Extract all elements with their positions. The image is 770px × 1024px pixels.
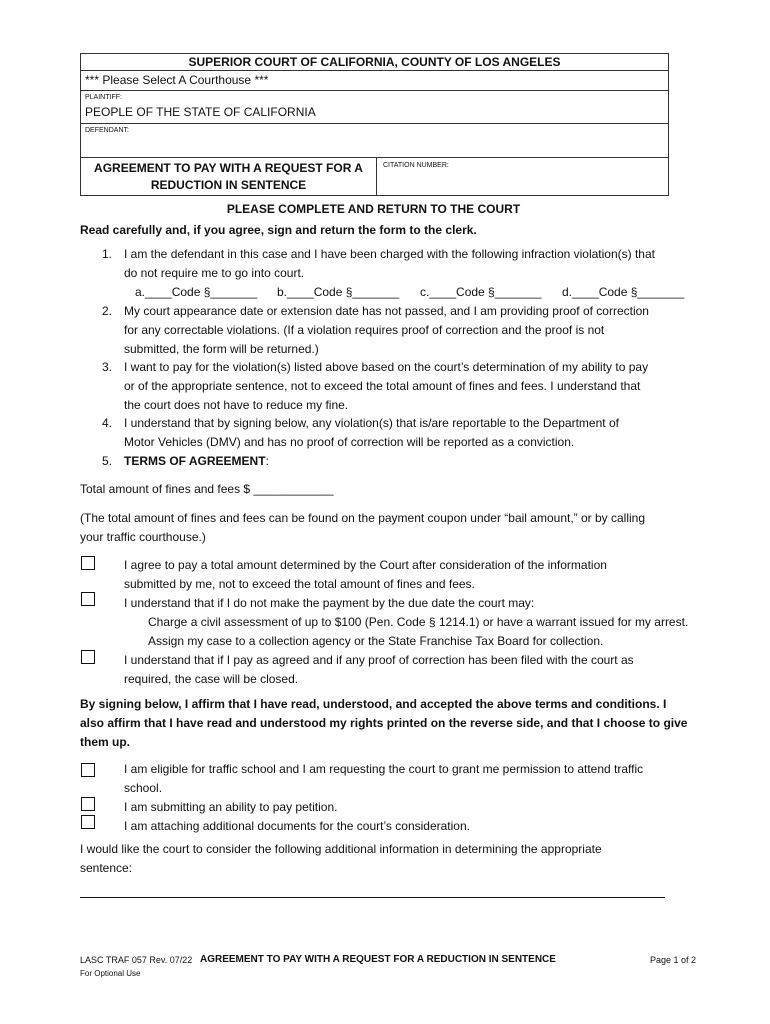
footer-title: AGREEMENT TO PAY WITH A REQUEST FOR A REDUCTION IN SENTENCE: [200, 954, 556, 965]
item-line: I understand that by signing below, any violation(s) that is/are reportable to the Department of: [124, 416, 619, 430]
caption-box: [80, 53, 669, 196]
option-line: I am eligible for traffic school and I am requesting the court to grant me permission to attend traffic: [124, 762, 644, 776]
intro-text: Read carefully and, if you agree, sign and return the form to the clerk.: [80, 223, 477, 237]
form-title-line1: AGREEMENT TO PAY WITH A REQUEST FOR A: [94, 161, 363, 175]
additional-info-line[interactable]: [80, 897, 665, 898]
agreement-line: I agree to pay a total amount determined by the Court after consideration of the information: [124, 558, 607, 572]
list-item: [124, 302, 649, 359]
numbered-list: [0, 245, 770, 475]
item-line: the court does not have to reduce my fine.: [124, 398, 349, 412]
traffic-school-checkbox[interactable]: [81, 763, 95, 777]
terms-colon: :: [265, 454, 269, 468]
code-a-field[interactable]: a.____Code §_______: [135, 285, 258, 299]
affirmation-line: them up.: [80, 735, 130, 749]
courthouse-select[interactable]: *** Please Select A Courthouse ***: [81, 71, 668, 91]
fines-note: [80, 509, 645, 547]
option-line: I am attaching additional documents for the court’s consideration.: [124, 819, 470, 833]
page-number: Page 1 of 2: [650, 955, 697, 965]
citation-number-field[interactable]: [377, 158, 668, 195]
agreement-subline: Charge a civil assessment of up to $100 (Pen. Code § 1214.1) or have a warrant issued for my arrest.: [148, 615, 689, 629]
agreement-line: required, the case will be closed.: [124, 672, 299, 686]
defendant-field[interactable]: [81, 124, 668, 158]
item-number: 3.: [101, 360, 112, 374]
item-line: do not require me to go into court.: [124, 266, 305, 280]
list-item: [124, 358, 648, 415]
item-line: I am the defendant in this case and I have been charged with the following infraction violation(s) that: [124, 247, 655, 261]
optional-use: For Optional Use: [80, 969, 141, 978]
item-number: 5.: [101, 454, 112, 468]
total-fines-field[interactable]: Total amount of fines and fees $ ____________: [80, 482, 334, 496]
item-number: 2.: [101, 304, 112, 318]
plaintiff-field: [81, 91, 668, 124]
consideration-text: [80, 840, 602, 878]
affirmation-line: also affirm that I have read and understood my rights printed on the reverse side, and that I choose to give: [80, 716, 688, 730]
instruction-heading: PLEASE COMPLETE AND RETURN TO THE COURT: [226, 202, 521, 216]
form-id: LASC TRAF 057 Rev. 07/22: [80, 955, 193, 965]
agreement-line: I understand that if I pay as agreed and if any proof of correction has been filed with the court as: [124, 653, 634, 667]
fines-note-line: (The total amount of fines and fees can be found on the payment coupon under “bail amount,” or by calling: [80, 511, 646, 525]
additional-docs-checkbox[interactable]: [81, 815, 95, 829]
code-d-field[interactable]: d.____Code §_______: [562, 285, 685, 299]
agree-closed-checkbox[interactable]: [81, 650, 95, 664]
item-number: 1.: [101, 247, 112, 261]
fines-note-line: your traffic courthouse.): [80, 530, 206, 544]
agreement-line: submitted by me, not to exceed the total amount of fines and fees.: [124, 577, 475, 591]
list-item: [124, 414, 619, 452]
agree-pay-checkbox[interactable]: [81, 556, 95, 570]
terms-label: TERMS OF AGREEMENT: [124, 454, 266, 468]
option-line: school.: [124, 781, 163, 795]
item-line: submitted, the form will be returned.): [124, 342, 319, 356]
list-item: [124, 245, 655, 283]
agreement-line: I understand that if I do not make the payment by the due date the court may:: [124, 596, 535, 610]
code-c-field[interactable]: c.____Code §_______: [420, 285, 542, 299]
terms-heading: [124, 452, 269, 471]
agreement-subline: Assign my case to a collection agency or the State Franchise Tax Board for collection.: [148, 634, 604, 648]
court-title: SUPERIOR COURT OF CALIFORNIA, COUNTY OF LOS ANGELES: [81, 54, 668, 71]
item-line: I want to pay for the violation(s) listed above based on the court’s determination of my ability to pay: [124, 360, 649, 374]
form-title: [81, 158, 377, 195]
item-line: for any correctable violations. (If a violation requires proof of correction and the proof is not: [124, 323, 605, 337]
citation-number-label: CITATION NUMBER:: [383, 162, 449, 169]
agreement-text: [124, 556, 688, 689]
consideration-line: sentence:: [80, 861, 133, 875]
plaintiff-value: PEOPLE OF THE STATE OF CALIFORNIA: [85, 105, 316, 119]
form-title-row: [81, 158, 668, 195]
item-line: Motor Vehicles (DMV) and has no proof of correction will be reported as a conviction.: [124, 435, 575, 449]
item-line: or of the appropriate sentence, not to exceed the total amount of fines and fees. I understand that: [124, 379, 641, 393]
option-line: I am submitting an ability to pay petition.: [124, 800, 338, 814]
defendant-label: DEFENDANT:: [85, 127, 129, 134]
plaintiff-label: PLAINTIFF:: [85, 94, 122, 101]
item-line: My court appearance date or extension date has not passed, and I am providing proof of correction: [124, 304, 649, 318]
options-text: [124, 760, 643, 836]
item-number: 4.: [101, 416, 112, 430]
form-title-line2: REDUCTION IN SENTENCE: [150, 178, 307, 192]
agree-due-date-checkbox[interactable]: [81, 592, 95, 606]
affirmation-line: By signing below, I affirm that I have read, understood, and accepted the above terms and conditions. I: [80, 697, 667, 711]
affirmation: [80, 695, 700, 752]
ability-to-pay-checkbox[interactable]: [81, 797, 95, 811]
consideration-line: I would like the court to consider the following additional information in determining the appropriate: [80, 842, 602, 856]
code-b-field[interactable]: b.____Code §_______: [277, 285, 400, 299]
